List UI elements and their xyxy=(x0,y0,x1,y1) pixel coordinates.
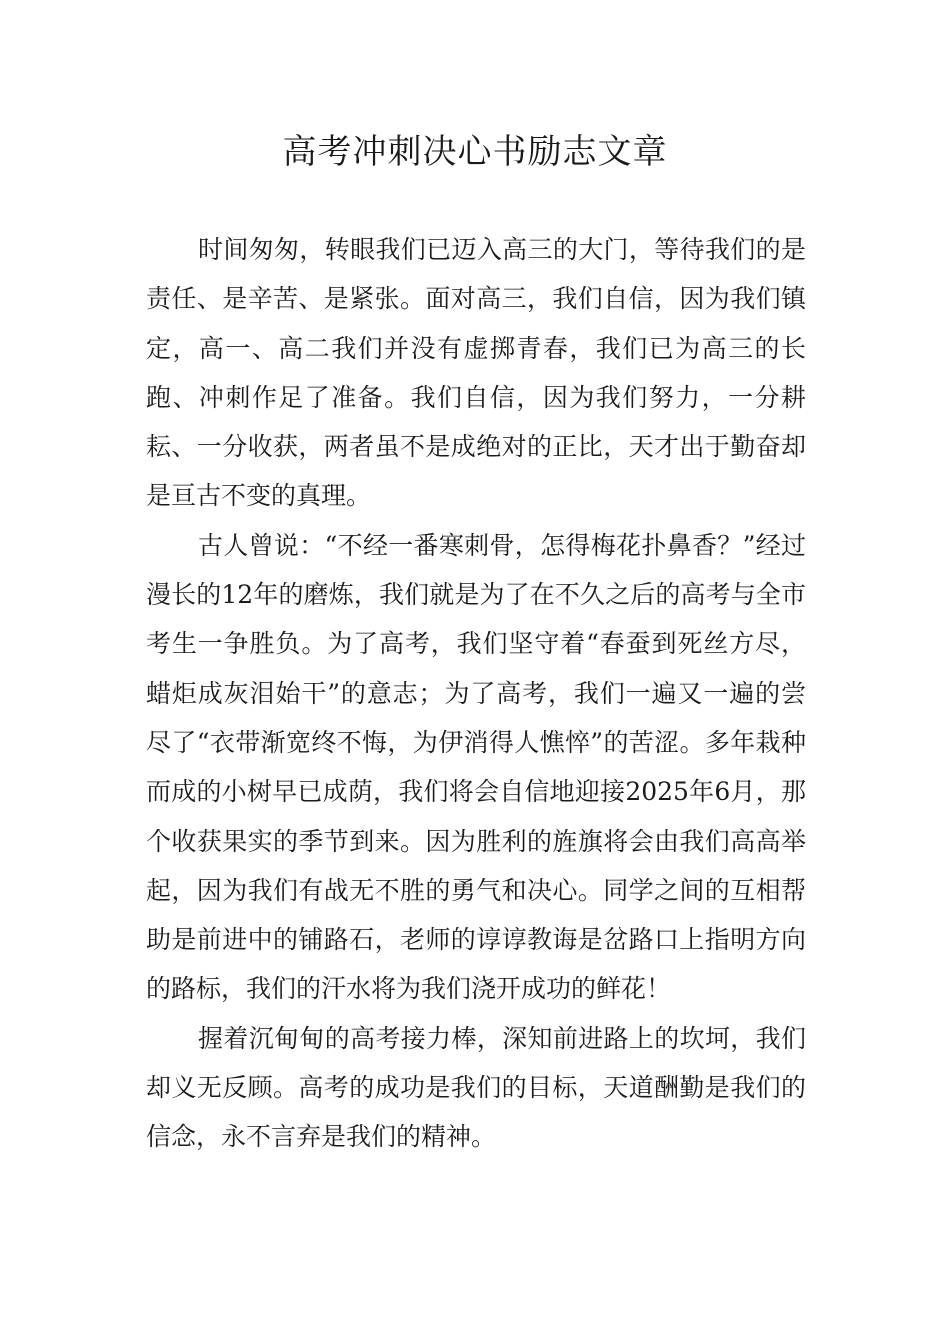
document-title: 高考冲刺决心书励志文章 xyxy=(282,132,668,172)
paragraph-3: 握着沉甸甸的高考接力棒，深知前进路上的坎坷，我们却义无反顾。高考的成功是我们的目标，天道酬勤是我们的信念，永不言弃是我们的精神。 xyxy=(146,1023,806,1152)
paragraph-2: 古人曾说：“不经一番寒刺骨，怎得梅花扑鼻香？”经过漫长的12年的磨炼，我们就是为了在不久之后的高考与全市考生一争胜负。为了高考，我们坚守着“春蚕到死丝方尽，蜡炬成灰泪始干”的意志；为了高考，我们一遍又一遍的尝尽了“衣带渐宽终不悔，为伊消得人憔悴”的苦涩。多年栽种而成的小树早已成荫，我们将会自信地迎接2025年6月，那个收获果实的季节到来。因为胜利的旌旗将会由我们高高举起，因为我们有战无不胜的勇气和决心。同学之间的互相帮助是前进中的铺路石，老师的谆谆教诲是岔路口上指明方向的路标，我们的汗水将为我们浇开成功的鲜花！ xyxy=(146,530,806,1004)
document-body xyxy=(146,225,806,1162)
paragraph-1: 时间匆匆，转眼我们已迈入高三的大门，等待我们的是责任、是辛苦、是紧张。面对高三，我们自信，因为我们镇定，高一、高二我们并没有虚掷青春，我们已为高三的长跑、冲刺作足了准备。我们自信，因为我们努力，一分耕耘、一分收获，两者虽不是成绝对的正比，天才出于勤奋却是亘古不变的真理。 xyxy=(146,235,806,511)
